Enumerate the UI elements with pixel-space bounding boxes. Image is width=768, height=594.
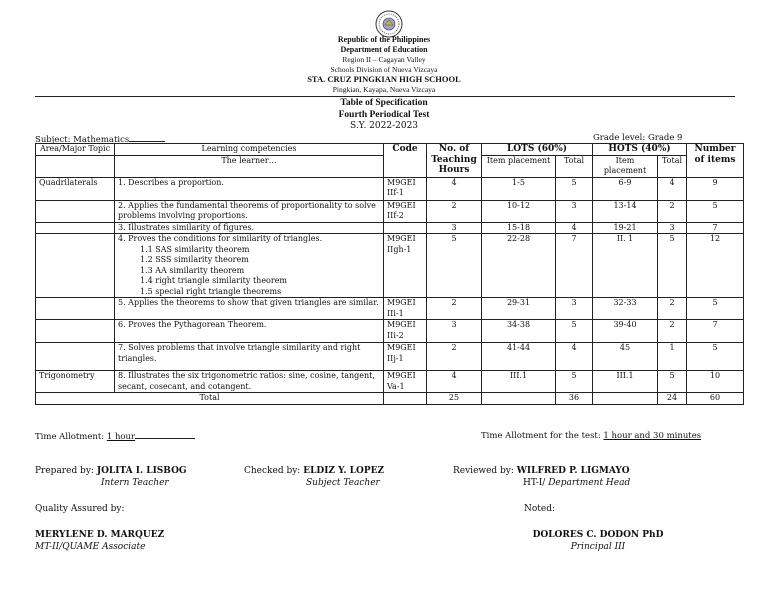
sub-competency: 1.4 right triangle similarity theorem bbox=[140, 276, 288, 285]
row-hots-items: II. 1 bbox=[593, 234, 658, 298]
row-hours: 3 bbox=[427, 320, 482, 343]
row-items: 5 bbox=[687, 298, 744, 320]
row-lots-total: 7 bbox=[556, 234, 593, 298]
doc-title: Table of Specification bbox=[340, 98, 428, 108]
competencies-header: Learning competencies bbox=[115, 144, 384, 156]
total-hots: 24 bbox=[658, 393, 687, 405]
row-hots-items: 6-9 bbox=[593, 177, 658, 200]
checked-name: ELDIZ Y. LOPEZ bbox=[303, 466, 385, 476]
reviewed-label: Reviewed by: bbox=[453, 466, 514, 476]
header-address: Pingkian, Kayapa, Nueva Vizcaya bbox=[332, 85, 436, 94]
row-area: Quadrilaterals bbox=[36, 177, 115, 200]
row-hots-items: 32-33 bbox=[593, 298, 658, 320]
row-lots-items: III.1 bbox=[482, 371, 556, 393]
row-hots-total: 4 bbox=[658, 177, 687, 200]
table-row bbox=[36, 371, 744, 393]
row-items: 12 bbox=[687, 234, 744, 298]
prepared-by bbox=[35, 465, 187, 489]
row-items: 5 bbox=[687, 343, 744, 371]
row-competency: 2. Applies the fundamental theorems of proportionality to solve problems involving proportions. bbox=[115, 200, 384, 222]
row-items: 9 bbox=[687, 177, 744, 200]
quality-name: MERYLENE D. MARQUEZ bbox=[35, 530, 165, 540]
table-row bbox=[36, 177, 744, 200]
noted-title: Principal III bbox=[570, 542, 626, 552]
hots-total-header: Total bbox=[658, 155, 687, 177]
time-allotment-label: Time Allotment: bbox=[35, 432, 105, 442]
row-code bbox=[384, 222, 427, 234]
row-lots-total: 3 bbox=[556, 200, 593, 222]
total-lots: 36 bbox=[556, 393, 593, 405]
hots-placement-header: Item placement bbox=[593, 155, 658, 177]
row-area bbox=[36, 222, 115, 234]
row-lots-total: 4 bbox=[556, 343, 593, 371]
noted-label: Noted: bbox=[524, 504, 556, 514]
reviewed-title-b: Department Head bbox=[548, 478, 631, 488]
row-lots-total: 5 bbox=[556, 177, 593, 200]
row-area bbox=[36, 200, 115, 222]
row-lots-total: 5 bbox=[556, 320, 593, 343]
quality-assured-label: Quality Assured by: bbox=[35, 504, 125, 514]
row-hots-total: 2 bbox=[658, 200, 687, 222]
reviewed-by bbox=[453, 465, 630, 489]
test-time-allotment bbox=[481, 431, 701, 441]
row-lots-items: 41-44 bbox=[482, 343, 556, 371]
row-area bbox=[36, 320, 115, 343]
row-competency-main: 4. Proves the conditions for similarity of triangles. bbox=[118, 234, 323, 243]
test-time-value: 1 hour and 30 minutes bbox=[603, 431, 702, 441]
row-competency: 6. Proves the Pythagorean Theorem. bbox=[115, 320, 384, 343]
row-hots-total: 1 bbox=[658, 343, 687, 371]
prepared-label: Prepared by: bbox=[35, 466, 94, 476]
row-hots-items: 13-14 bbox=[593, 200, 658, 222]
quality-assured-by bbox=[35, 529, 164, 553]
hours-header: No. of Teaching Hours bbox=[427, 144, 482, 178]
row-competency: 1. Describes a proportion. bbox=[115, 177, 384, 200]
row-area bbox=[36, 298, 115, 320]
time-allotment-value: 1 hour bbox=[106, 432, 136, 442]
sub-competency: 1.5 special right triangle theorems bbox=[140, 286, 282, 296]
learner-header: The learner… bbox=[115, 155, 384, 177]
row-competency: 8. Illustrates the six trigonometric ratios: sine, cosine, tangent, secant, cosecant, and cotangent. bbox=[115, 371, 384, 393]
table-row bbox=[36, 200, 744, 222]
noted-by bbox=[523, 529, 673, 553]
area-header: Area/Major Topic bbox=[36, 144, 115, 156]
total-hours: 25 bbox=[427, 393, 482, 405]
checked-title: Subject Teacher bbox=[306, 478, 380, 488]
subject-underline bbox=[129, 133, 165, 142]
grade-level: Grade level: Grade 9 bbox=[593, 133, 683, 143]
header-deped: Department of Education bbox=[340, 45, 428, 54]
lots-total-header: Total bbox=[556, 155, 593, 177]
row-lots-total: 3 bbox=[556, 298, 593, 320]
total-hots-items-blank bbox=[593, 393, 658, 405]
row-lots-items: 15-18 bbox=[482, 222, 556, 234]
row-code: M9GEI IIj-1 bbox=[384, 343, 427, 371]
row-hours: 2 bbox=[427, 200, 482, 222]
row-items: 7 bbox=[687, 320, 744, 343]
hots-header: HOTS (40%) bbox=[593, 144, 687, 156]
number-items-header: Number of items bbox=[687, 144, 744, 178]
reviewed-title-a: HT-I/ bbox=[523, 478, 546, 488]
row-code: M9GEI IIf-1 bbox=[384, 177, 427, 200]
row-area: Trigonometry bbox=[36, 371, 115, 393]
row-lots-total: 5 bbox=[556, 371, 593, 393]
lots-header: LOTS (60%) bbox=[482, 144, 593, 156]
row-area bbox=[36, 234, 115, 298]
row-hours: 4 bbox=[427, 177, 482, 200]
row-competency: 7. Solves problems that involve triangle similarity and right triangles. bbox=[115, 343, 384, 371]
code-header: Code bbox=[384, 144, 427, 178]
allotment-underline bbox=[135, 431, 195, 439]
row-items: 10 bbox=[687, 371, 744, 393]
row-lots-items: 22-28 bbox=[482, 234, 556, 298]
row-lots-items: 29-31 bbox=[482, 298, 556, 320]
row-hots-items: III.1 bbox=[593, 371, 658, 393]
row-hots-items: 39-40 bbox=[593, 320, 658, 343]
row-competency: 3. Illustrates similarity of figures. bbox=[115, 222, 384, 234]
row-code: M9GEI IIi-2 bbox=[384, 320, 427, 343]
prepared-title: Intern Teacher bbox=[101, 478, 169, 488]
total-row bbox=[36, 393, 744, 405]
row-hots-total: 5 bbox=[658, 234, 687, 298]
row-hours: 2 bbox=[427, 343, 482, 371]
row-hots-items: 45 bbox=[593, 343, 658, 371]
lots-placement-header: Item placement bbox=[482, 155, 556, 177]
row-lots-total: 4 bbox=[556, 222, 593, 234]
row-hots-total: 2 bbox=[658, 320, 687, 343]
noted-name: DOLORES C. DODON PhD bbox=[532, 530, 664, 540]
row-code: M9GEI IIi-1 bbox=[384, 298, 427, 320]
row-items: 5 bbox=[687, 200, 744, 222]
school-year: S.Y. 2022-2023 bbox=[349, 121, 419, 131]
checked-by bbox=[244, 465, 384, 489]
row-code: M9GEI Va-1 bbox=[384, 371, 427, 393]
row-items: 7 bbox=[687, 222, 744, 234]
row-competency bbox=[115, 234, 384, 298]
reviewed-name: WILFRED P. LIGMAYO bbox=[516, 466, 630, 476]
table-row bbox=[36, 234, 744, 298]
doc-subtitle: Fourth Periodical Test bbox=[338, 110, 430, 120]
row-lots-items: 34-38 bbox=[482, 320, 556, 343]
row-hours: 5 bbox=[427, 234, 482, 298]
row-hots-total: 2 bbox=[658, 298, 687, 320]
row-code: M9GEI IIf-2 bbox=[384, 200, 427, 222]
test-time-label: Time Allotment for the test: bbox=[481, 431, 601, 441]
prepared-name: JOLITA I. LISBOG bbox=[96, 466, 187, 476]
total-items: 60 bbox=[687, 393, 744, 405]
row-hots-items: 19-21 bbox=[593, 222, 658, 234]
area-header-blank bbox=[36, 155, 115, 177]
row-hours: 2 bbox=[427, 298, 482, 320]
row-area bbox=[36, 343, 115, 371]
subject-text: Subject: Mathematics bbox=[35, 135, 130, 145]
row-competency: 5. Applies the theorems to show that given triangles are similar. bbox=[115, 298, 384, 320]
sub-competency: 1.1 SAS similarity theorem bbox=[140, 244, 250, 254]
row-code: M9GEI IIgh-1 bbox=[384, 234, 427, 298]
total-lots-items-blank bbox=[482, 393, 556, 405]
time-allotment bbox=[35, 431, 195, 442]
row-hots-total: 3 bbox=[658, 222, 687, 234]
quality-title: MT-II/QUAME Associate bbox=[35, 542, 146, 552]
table-row bbox=[36, 320, 744, 343]
sub-competency: 1.2 SSS similarity theorem bbox=[140, 255, 249, 264]
header-row-1 bbox=[36, 144, 744, 156]
table-row bbox=[36, 298, 744, 320]
checked-label: Checked by: bbox=[244, 466, 301, 476]
total-code-blank bbox=[384, 393, 427, 405]
row-hots-total: 5 bbox=[658, 371, 687, 393]
total-label: Total bbox=[36, 393, 384, 405]
deped-seal-icon bbox=[375, 10, 403, 38]
specification-table bbox=[35, 143, 744, 405]
row-hours: 3 bbox=[427, 222, 482, 234]
table-row bbox=[36, 343, 744, 371]
sub-competency: 1.3 AA similarity theorem bbox=[140, 265, 245, 275]
header-region: Region II – Cagayan Valley bbox=[342, 55, 426, 64]
header-school: STA. CRUZ PINGKIAN HIGH SCHOOL bbox=[307, 74, 461, 84]
row-lots-items: 10-12 bbox=[482, 200, 556, 222]
table-row bbox=[36, 222, 744, 234]
row-lots-items: 1-5 bbox=[482, 177, 556, 200]
header-division: Schools Division of Nueva Vizcaya bbox=[330, 65, 438, 74]
row-hours: 4 bbox=[427, 371, 482, 393]
header-republic: Republic of the Philippines bbox=[337, 35, 431, 44]
